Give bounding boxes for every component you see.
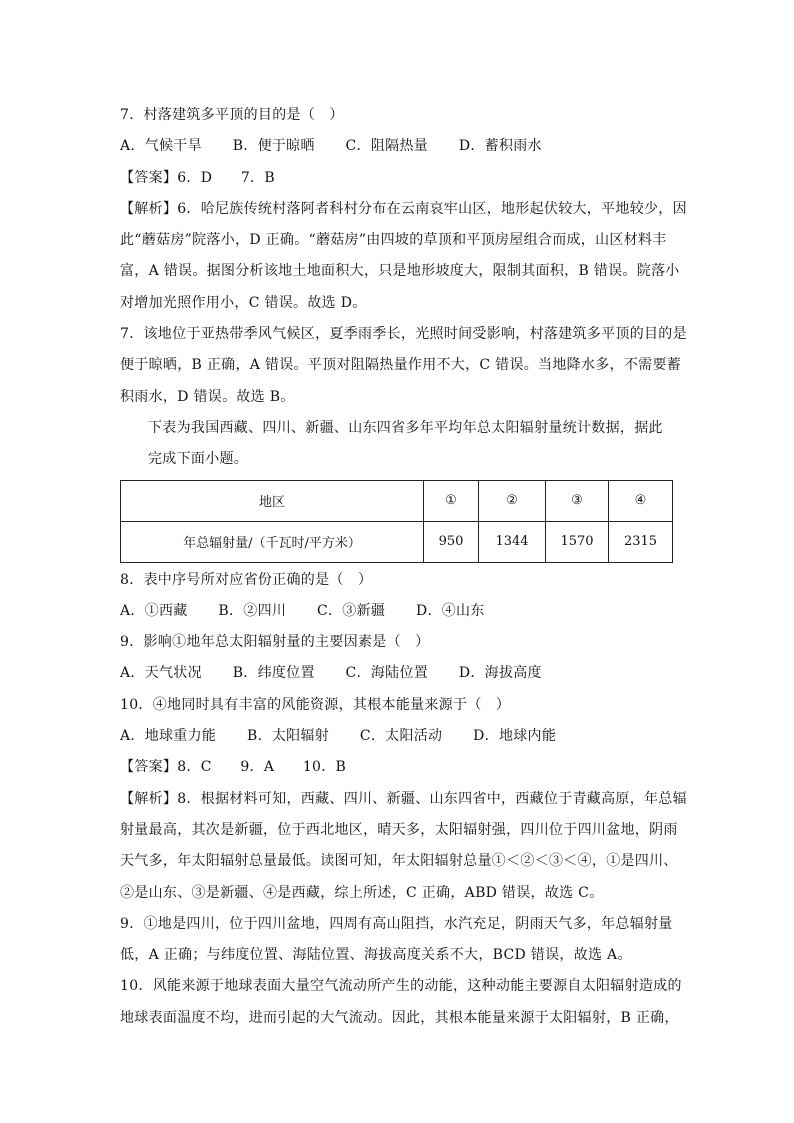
table-cell: 1570 (546, 521, 609, 562)
answer-text: 6．D 7．B (177, 169, 275, 186)
q7-option-a: A．气候干旱 (120, 138, 202, 155)
q8-option-d: D．④山东 (415, 602, 485, 619)
question-10-stem: 10．④地同时具有丰富的风能资源，其根本能量来源于（ ） (120, 696, 511, 713)
analysis-label: 【解析】 (120, 200, 178, 217)
answer-6-7 (120, 163, 680, 194)
answer-label: 【答案】 (120, 759, 178, 776)
intro-line: 下表为我国西藏、四川、新疆、山东四省多年平均年总太阳辐射量统计数据，据此 (148, 419, 663, 436)
table-cell: 950 (424, 521, 479, 562)
radiation-table (120, 480, 673, 563)
question-9-options (120, 658, 680, 689)
analysis-line: 地球表面温度不均，进而引起的大气流动。因此，其根本能量来源于太阳辐射，B 正确， (120, 1009, 679, 1026)
analysis-line: 射量最高，其次是新疆，位于西北地区，晴天多，太阳辐射强，四川位于四川盆地，阴雨 (120, 821, 678, 838)
q10-option-b: B．太阳辐射 (246, 728, 330, 745)
question-8-stem: 8．表中序号所对应省份正确的是（ ） (120, 571, 373, 588)
q9-option-c: C．海陆位置 (345, 665, 429, 682)
analysis-line: 对增加光照作用小，C 错误。故选 D。 (120, 294, 367, 311)
table-header-cell: ③ (546, 480, 609, 521)
table-cell: 2315 (609, 521, 673, 562)
analysis-line: 【解析】6．哈尼族传统村落阿者科村分布在云南哀牢山区，地形起伏较大，平地较少，因 (120, 200, 687, 217)
analysis-line: 天气多，年太阳辐射总量最低。读图可知，年太阳辐射总量①＜②＜③＜④，①是四川、 (120, 853, 678, 870)
document-page (120, 100, 687, 1034)
analysis-line: 【解析】8．根据材料可知，西藏、四川、新疆、山东四省中，西藏位于青藏高原，年总辐 (120, 790, 687, 807)
analysis-line: 10．风能来源于地球表面大量空气流动所产生的动能，这种动能主要源自太阳辐射造成的 (120, 978, 682, 995)
analysis-line: 低，A 正确；与纬度位置、海陆位置、海拔高度关系不大，BCD 错误，故选 A。 (120, 947, 632, 964)
question-9-stem: 9．影响①地年总太阳辐射量的主要因素是（ ） (120, 634, 430, 651)
table-header-cell: 地区 (121, 480, 424, 521)
analysis-line: ②是山东、③是新疆、④是西藏，综上所述，C 正确，ABD 错误，故选 C。 (120, 884, 604, 901)
table-header-cell: ② (479, 480, 546, 521)
answer-label: 【答案】 (120, 169, 178, 186)
table-cell: 1344 (479, 521, 546, 562)
analysis-line: 7．该地位于亚热带季风气候区，夏季雨季长，光照时间受影响，村落建筑多平顶的目的是 (120, 326, 687, 343)
table-row (121, 480, 673, 521)
question-7-stem: 7．村落建筑多平顶的目的是（ ） (120, 107, 344, 123)
analysis-line: 积雨水，D 错误。故选 B。 (120, 388, 295, 405)
question-8-options (120, 596, 680, 627)
table-header-cell: ① (424, 480, 479, 521)
q10-option-a: A．地球重力能 (120, 728, 217, 745)
q8-option-a: A．①西藏 (120, 602, 188, 619)
q9-option-d: D．海拔高度 (458, 665, 542, 682)
table-header-cell: ④ (609, 480, 673, 521)
analysis-line: 富，A 错误。据图分析该地土地面积大，只是地形坡度大，限制其面积，B 错误。院落小 (120, 263, 680, 280)
q10-option-d: D．地球内能 (473, 728, 557, 745)
question-10-options (120, 721, 680, 752)
q8-option-b: B．②四川 (218, 602, 287, 619)
q7-option-b: B．便于晾晒 (232, 138, 315, 155)
analysis-line: 此“蘑菇房”院落小，D 正确。“蘑菇房”由四坡的草顶和平顶房屋组合而成，山区材料丰 (120, 232, 667, 249)
q8-option-c: C．③新疆 (316, 602, 386, 619)
q7-option-c: C．阻隔热量 (345, 138, 429, 155)
analysis-label: 【解析】 (120, 790, 178, 807)
q7-option-d: D．蓄积雨水 (458, 138, 542, 155)
analysis-line: 便于晾晒，B 正确，A 错误。平顶对阻隔热量作用不大，C 错误。当地降水多，不需要蓄 (120, 357, 682, 374)
answer-8-10 (120, 752, 680, 783)
q10-option-c: C．太阳活动 (359, 728, 443, 745)
table-cell: 年总辐射量/（千瓦时/平方米） (121, 521, 424, 562)
answer-text: 8．C 9．A 10．B (177, 759, 347, 776)
q9-option-b: B．纬度位置 (232, 665, 315, 682)
intro-line: 完成下面小题。 (148, 451, 249, 468)
table-row (121, 521, 673, 562)
question-7-options (120, 131, 680, 162)
q9-option-a: A．天气状况 (120, 665, 202, 682)
analysis-line: 9．①地是四川，位于四川盆地，四周有高山阻挡，水汽充足，阴雨天气多，年总辐射量 (120, 915, 673, 932)
